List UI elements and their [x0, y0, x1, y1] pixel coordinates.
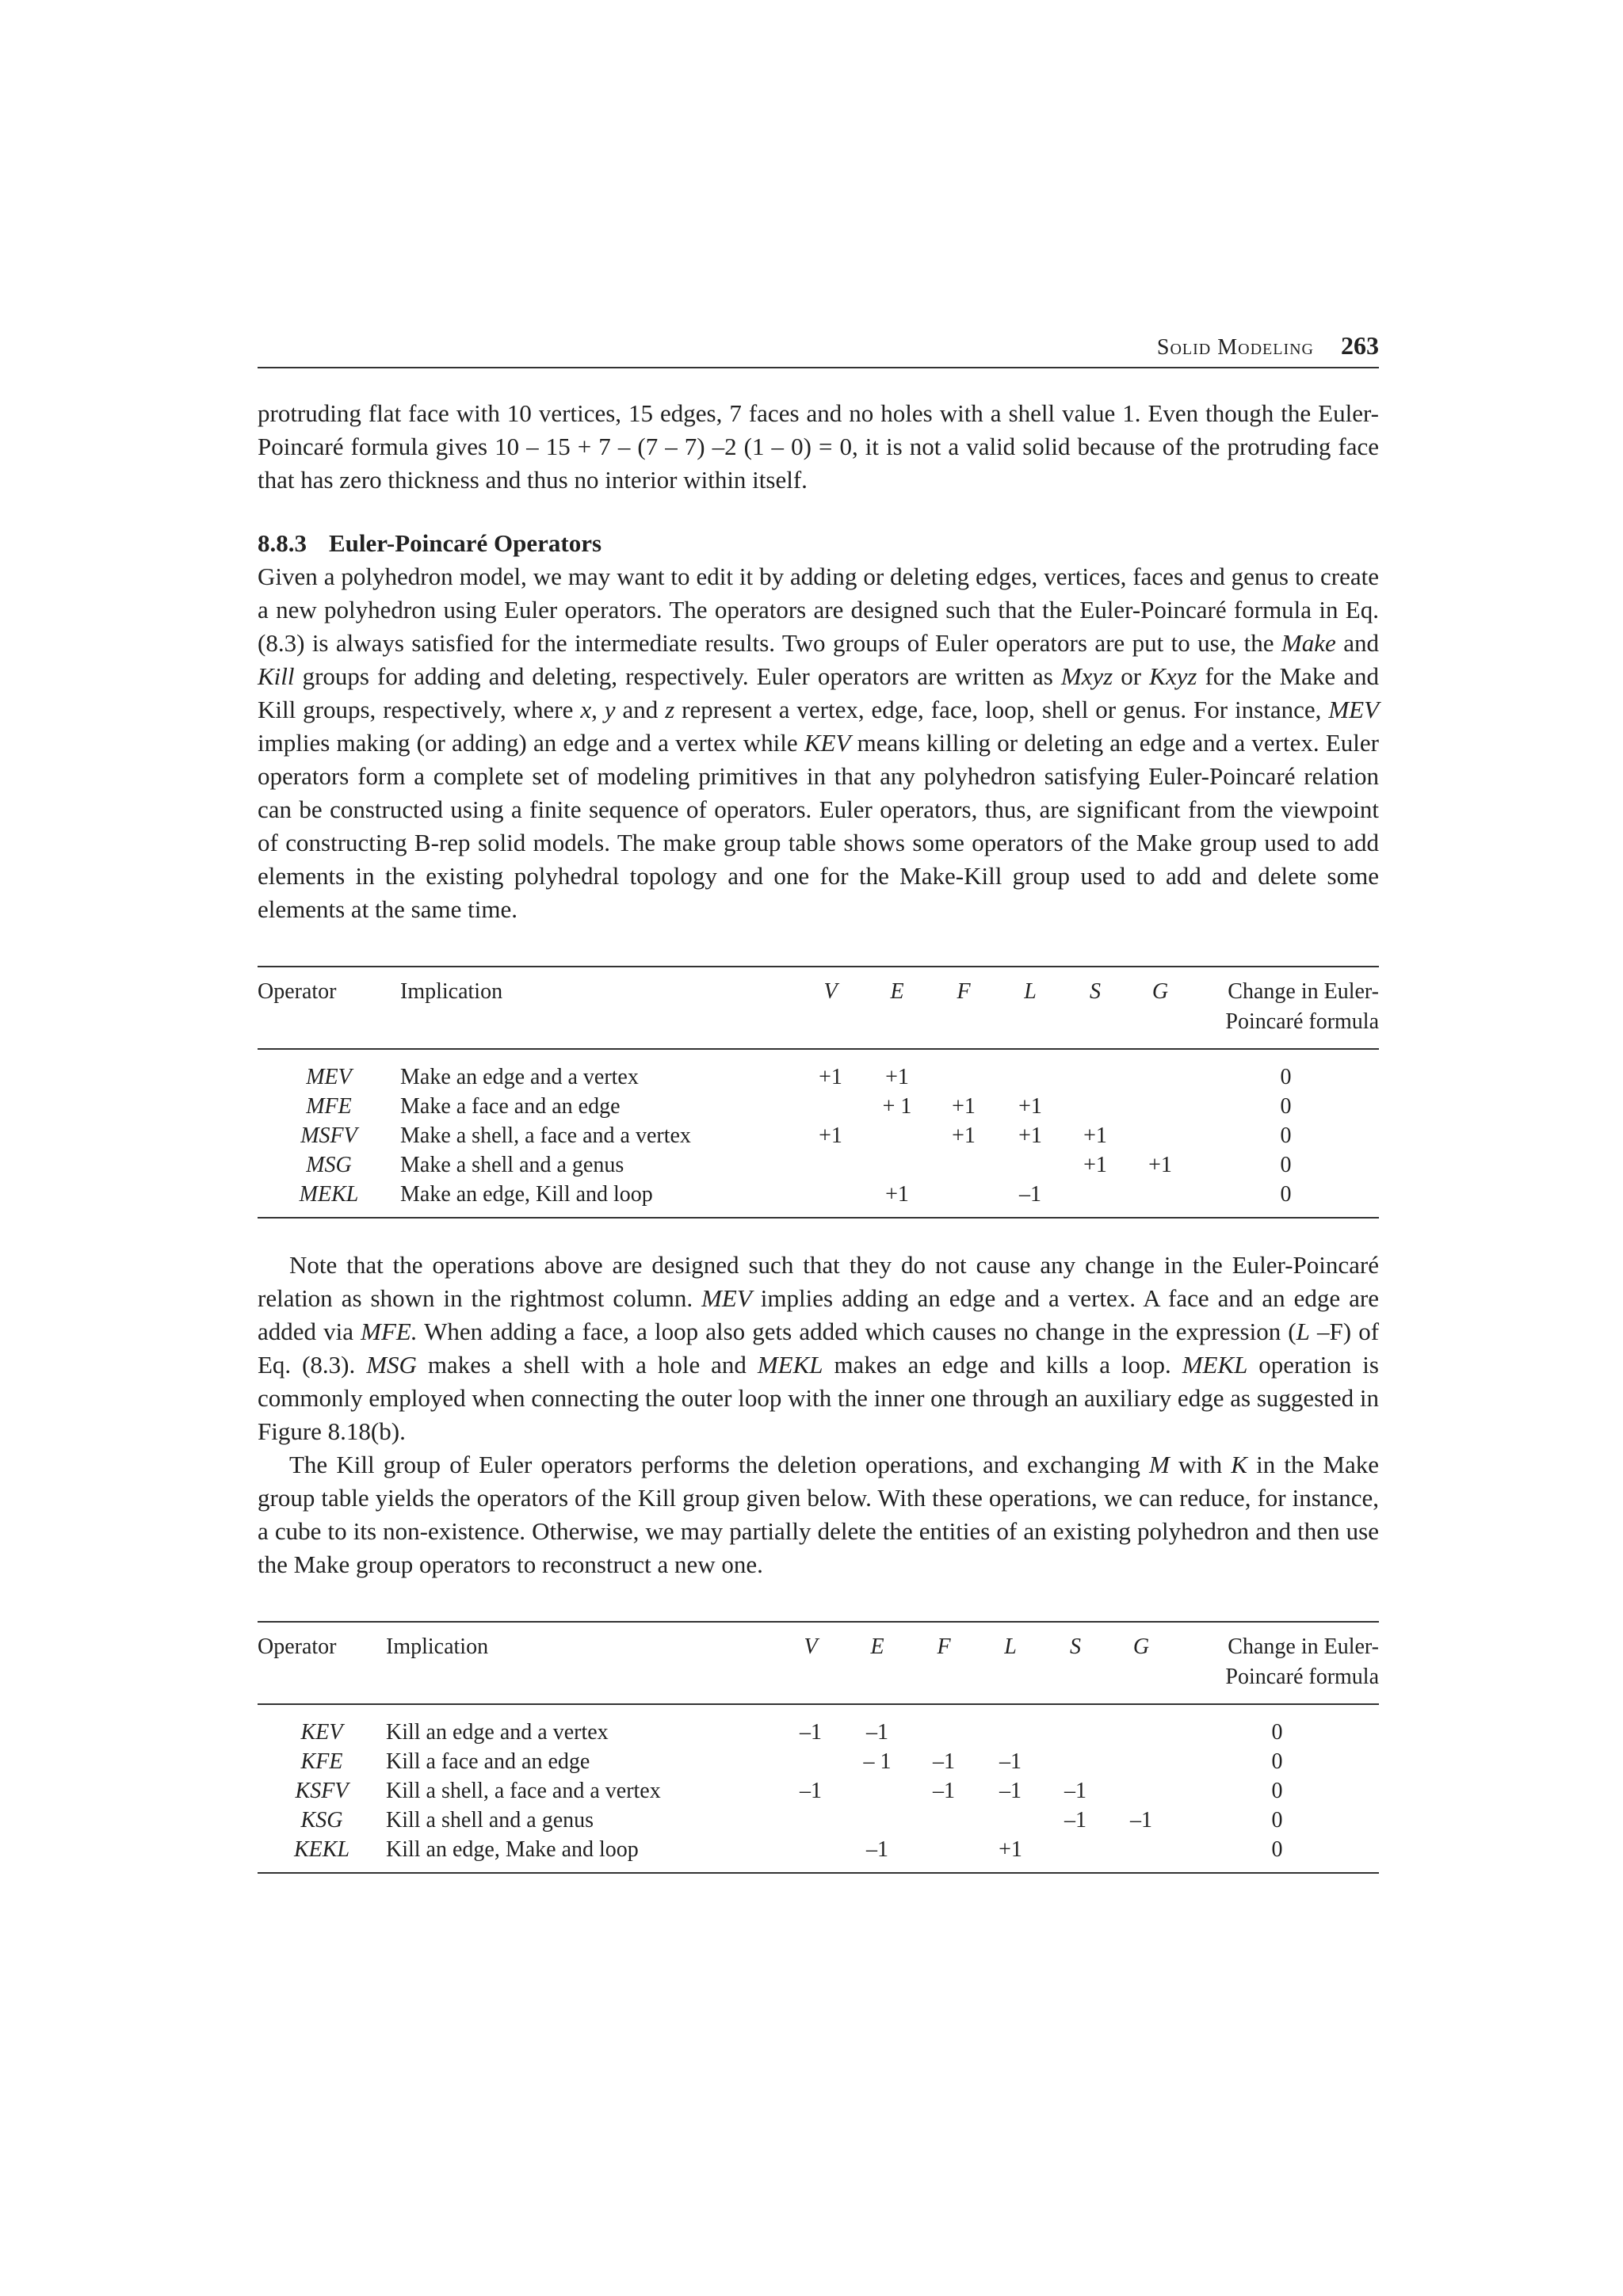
v-cell: +1 [819, 1123, 842, 1148]
col-s: S [1044, 1622, 1107, 1704]
v-cell [796, 1180, 865, 1218]
implication-cell: Make an edge and a vertex [400, 1065, 639, 1089]
table-row [258, 1049, 1379, 1092]
table-row [258, 1180, 1379, 1218]
g-cell [1128, 1180, 1193, 1218]
implication-cell: Kill an edge, Make and loop [386, 1837, 639, 1862]
col-v: V [796, 967, 865, 1049]
v-cell: –1 [800, 1720, 822, 1745]
col-operator: Operator [258, 1622, 386, 1704]
change-cell: 0 [1280, 1182, 1292, 1207]
s-cell [1063, 1049, 1128, 1092]
g-cell: +1 [1148, 1153, 1172, 1177]
operator-cell: MEV [306, 1065, 352, 1089]
col-change: Change in Euler- Poincaré formula [1175, 1622, 1379, 1704]
e-cell [865, 1121, 930, 1150]
table-row [258, 1704, 1379, 1747]
f-cell [930, 1049, 998, 1092]
e-cell: –1 [866, 1720, 888, 1745]
col-e: E [844, 1622, 911, 1704]
s-cell [1063, 1180, 1128, 1218]
paragraph-note: Note that the operations above are designed such that they do not cause any change in the Euler-Poincaré relation as shown in the rightmost column. MEV implies adding an edge and a vertex. A face and an edge are added via MFE. When adding a face, a loop also gets added which causes no change in the expression (L –F) of Eq. (8.3). MSG makes a shell with a hole and MEKL makes an edge and kills a loop. MEKL operation is commonly employed when connecting the outer loop with the inner one through an auxiliary edge as suggested in Figure 8.18(b). [258, 1251, 1380, 1445]
change-cell: 0 [1280, 1065, 1292, 1089]
s-cell [1044, 1835, 1107, 1873]
col-l: L [977, 1622, 1044, 1704]
e-cell: + 1 [882, 1094, 912, 1119]
col-change: Change in Euler- Poincaré formula [1193, 967, 1379, 1049]
implication-cell: Make a face and an edge [400, 1094, 621, 1119]
section-heading [258, 527, 1379, 560]
e-cell: –1 [866, 1837, 888, 1862]
e-cell: +1 [885, 1182, 909, 1207]
col-e: E [865, 967, 930, 1049]
col-f: F [930, 967, 998, 1049]
table-header-row [258, 1622, 1379, 1704]
l-cell: +1 [1018, 1123, 1042, 1148]
operator-cell: KEV [300, 1720, 343, 1745]
implication-cell: Kill an edge and a vertex [386, 1720, 609, 1745]
table-row [258, 1776, 1379, 1806]
g-cell [1107, 1776, 1175, 1806]
change-cell: 0 [1280, 1094, 1292, 1119]
operator-cell: KSFV [295, 1779, 349, 1803]
l-cell [977, 1806, 1044, 1835]
v-cell [796, 1092, 865, 1121]
col-operator: Operator [258, 967, 400, 1049]
page-number: 263 [1341, 331, 1379, 360]
running-header [258, 331, 1379, 368]
s-cell [1044, 1747, 1107, 1776]
table-row [258, 1835, 1379, 1873]
table-row [258, 1121, 1379, 1150]
f-cell: +1 [952, 1123, 976, 1148]
operator-cell: MFE [306, 1094, 352, 1119]
g-cell [1128, 1049, 1193, 1092]
s-cell: –1 [1064, 1779, 1086, 1803]
l-cell [977, 1704, 1044, 1747]
s-cell [1063, 1092, 1128, 1121]
f-cell: +1 [952, 1094, 976, 1119]
col-v: V [777, 1622, 844, 1704]
v-cell: +1 [819, 1065, 842, 1089]
implication-cell: Kill a shell, a face and a vertex [386, 1779, 661, 1803]
s-cell: +1 [1083, 1153, 1107, 1177]
e-cell [844, 1776, 911, 1806]
change-cell: 0 [1271, 1779, 1283, 1803]
operator-cell: MSG [306, 1153, 352, 1177]
operator-cell: KFE [300, 1749, 343, 1774]
table-row [258, 1747, 1379, 1776]
e-cell [865, 1150, 930, 1180]
table-row [258, 1806, 1379, 1835]
col-s: S [1063, 967, 1128, 1049]
l-cell: +1 [1018, 1094, 1042, 1119]
f-cell [930, 1150, 998, 1180]
f-cell [911, 1835, 977, 1873]
l-cell: –1 [1019, 1182, 1041, 1207]
implication-cell: Kill a face and an edge [386, 1749, 590, 1774]
section-title: Euler-Poincaré Operators [329, 529, 602, 557]
change-cell: 0 [1271, 1808, 1283, 1833]
section-number: 8.8.3 [258, 529, 307, 557]
make-group-table [258, 966, 1379, 1219]
implication-cell: Make a shell and a genus [400, 1153, 624, 1177]
change-cell: 0 [1271, 1837, 1283, 1862]
g-cell [1107, 1835, 1175, 1873]
v-cell [796, 1150, 865, 1180]
kill-group-table [258, 1621, 1379, 1874]
col-l: L [998, 967, 1063, 1049]
implication-cell: Kill a shell and a genus [386, 1808, 594, 1833]
table-header-row [258, 967, 1379, 1049]
change-cell: 0 [1271, 1749, 1283, 1774]
g-cell [1128, 1121, 1193, 1150]
e-cell: +1 [885, 1065, 909, 1089]
paragraph-intro: protruding flat face with 10 vertices, 15 edges, 7 faces and no holes with a shell value 1. Even though the Euler-Poincaré formula gives 10 – 15 + 7 – (7 – 7) –2 (1 – 0) = 0, it is not a valid solid because of the protruding face that has zero thickness and thus no interior within itself. [258, 399, 1379, 494]
running-title: Solid Modeling [1156, 335, 1314, 360]
l-cell: –1 [999, 1749, 1022, 1774]
v-cell [777, 1747, 844, 1776]
g-cell [1107, 1704, 1175, 1747]
v-cell [777, 1806, 844, 1835]
page-content [258, 331, 1379, 1874]
l-cell [998, 1150, 1063, 1180]
l-cell [998, 1049, 1063, 1092]
change-cell: 0 [1280, 1123, 1292, 1148]
f-cell [911, 1806, 977, 1835]
f-cell: –1 [933, 1749, 955, 1774]
s-cell: –1 [1064, 1808, 1086, 1833]
paragraph-operators: Given a polyhedron model, we may want to edit it by adding or deleting edges, vertices, faces and genus to create a new polyhedron using Euler operators. The operators are designed such that the Euler-Poincaré formula in Eq. (8.3) is always satisfied for the intermediate results. Two groups of Euler operators are put to use, the Make and Kill groups for adding and deleting, respectively. Euler operators are written as Mxyz or Kxyz for the Make and Kill groups, respectively, where x, y and z represent a vertex, edge, face, loop, shell or genus. For instance, MEV implies making (or adding) an edge and a vertex while KEV means killing or deleting an edge and a vertex. Euler operators form a complete set of modeling primitives in that any polyhedron satisfying Euler-Poincaré relation can be constructed using a finite sequence of operators. Euler operators, thus, are significant from the viewpoint of constructing B-rep solid models. The make group table shows some operators of the Make group used to add elements in the existing polyhedral topology and one for the Make-Kill group used to add and delete some elements at the same time. [258, 563, 1380, 923]
implication-cell: Make a shell, a face and a vertex [400, 1123, 691, 1148]
s-cell: +1 [1083, 1123, 1107, 1148]
implication-cell: Make an edge, Kill and loop [400, 1182, 653, 1207]
g-cell [1107, 1747, 1175, 1776]
v-cell [777, 1835, 844, 1873]
f-cell [911, 1704, 977, 1747]
l-cell: +1 [999, 1837, 1022, 1862]
operator-cell: KEKL [293, 1837, 350, 1862]
v-cell: –1 [800, 1779, 822, 1803]
table-row [258, 1092, 1379, 1121]
col-implication: Implication [400, 967, 796, 1049]
change-cell: 0 [1271, 1720, 1283, 1745]
col-f: F [911, 1622, 977, 1704]
g-cell: –1 [1130, 1808, 1152, 1833]
col-g: G [1128, 967, 1193, 1049]
operator-cell: KSG [300, 1808, 343, 1833]
e-cell [844, 1806, 911, 1835]
g-cell [1128, 1092, 1193, 1121]
f-cell [930, 1180, 998, 1218]
col-implication: Implication [386, 1622, 777, 1704]
e-cell: – 1 [863, 1749, 892, 1774]
change-cell: 0 [1280, 1153, 1292, 1177]
operator-cell: MEKL [299, 1182, 359, 1207]
paragraph-kill-group: The Kill group of Euler operators performs the deletion operations, and exchanging M with K in the Make group table yields the operators of the Kill group given below. With these operations, we can reduce, for instance, a cube to its non-existence. Otherwise, we may partially delete the entities of an existing polyhedron and then use the Make group operators to reconstruct a new one. [258, 1451, 1379, 1578]
col-g: G [1107, 1622, 1175, 1704]
table-row [258, 1150, 1379, 1180]
f-cell: –1 [933, 1779, 955, 1803]
operator-cell: MSFV [300, 1123, 357, 1148]
s-cell [1044, 1704, 1107, 1747]
l-cell: –1 [999, 1779, 1022, 1803]
